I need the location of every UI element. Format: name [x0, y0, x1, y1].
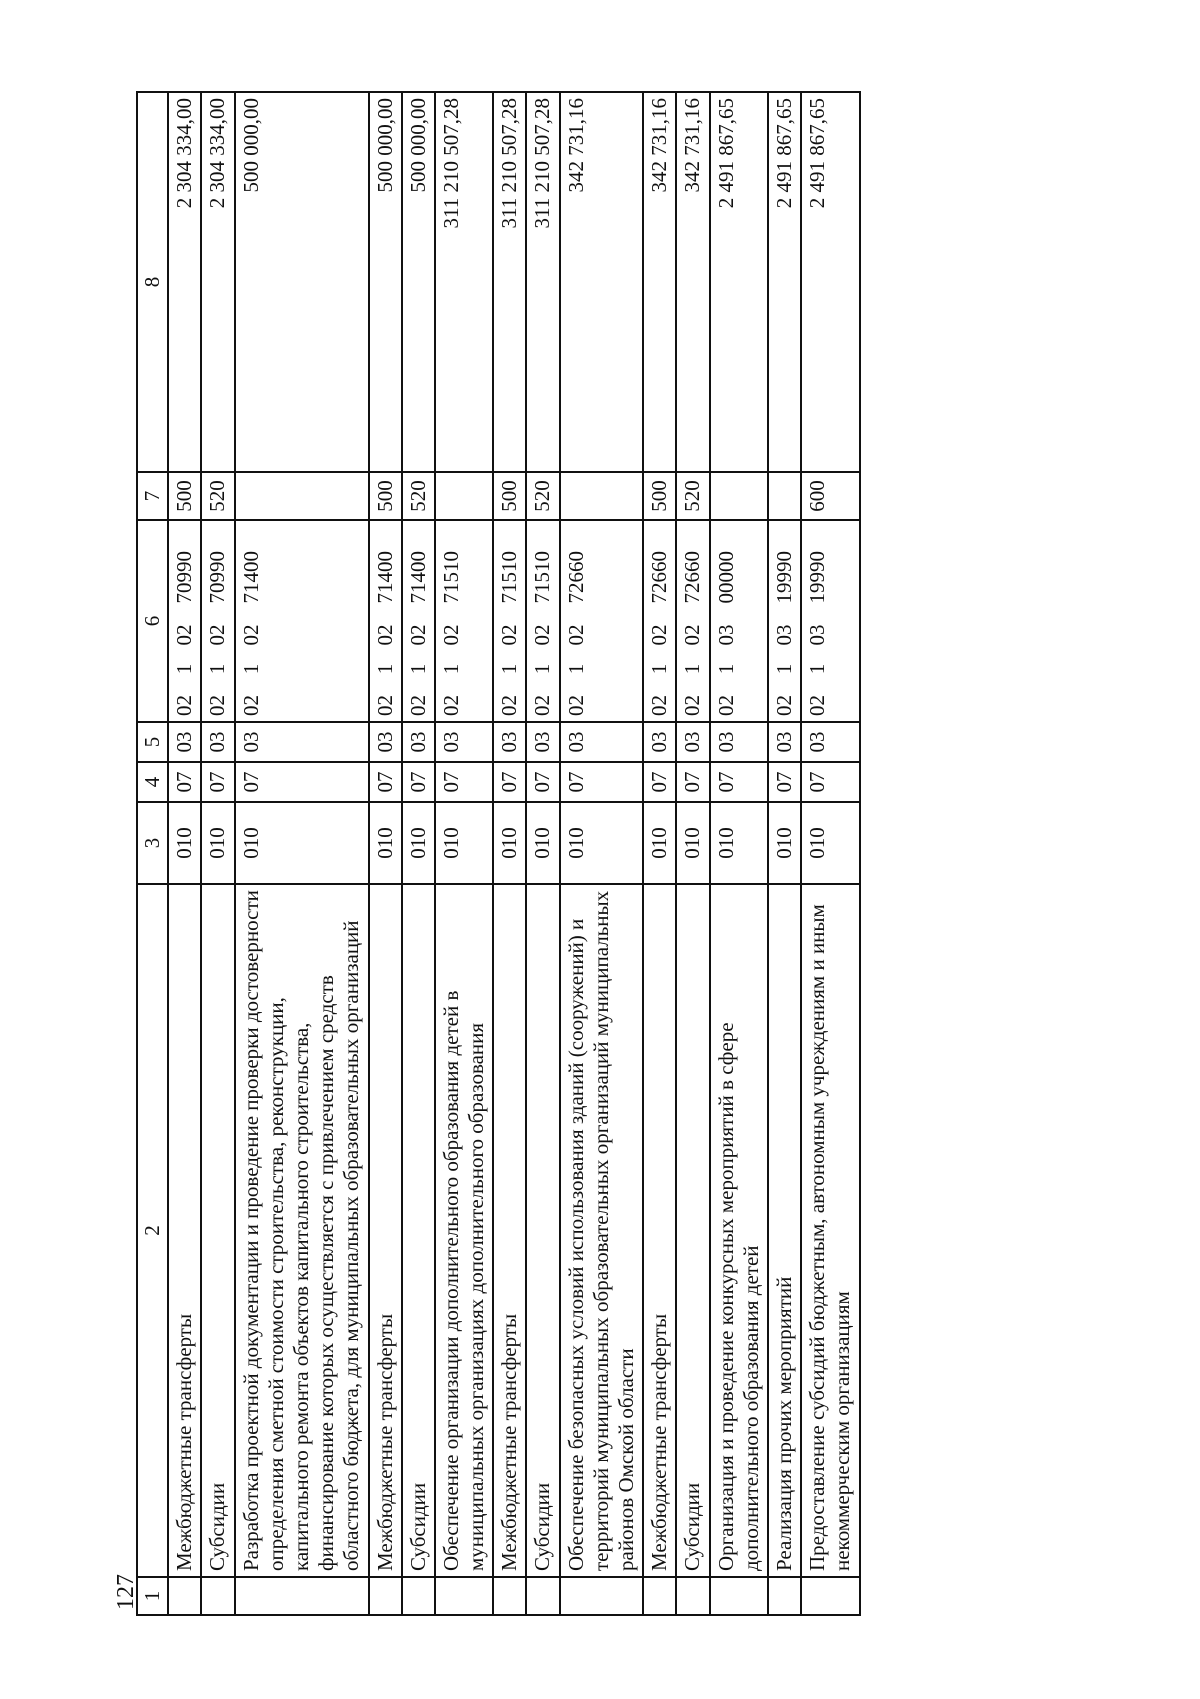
- row-name: Субсидии: [526, 884, 559, 1577]
- target-article-subprogram: 1: [771, 663, 796, 675]
- row-col1: [402, 1577, 435, 1615]
- row-name: Разработка проектной документации и проведение проверки достоверности определения сметной стоимости строительства, реконструкции, капитального ремонта объектов капитального строительства, финансирование которых осуществляется с привлечением средств областного бюджета, для муниципальных образовательных организаций: [235, 884, 369, 1577]
- row-code-5: 03: [435, 722, 493, 762]
- target-article-direction: 72660: [680, 551, 705, 604]
- row-expense-type: 500: [168, 472, 201, 520]
- row-amount: 500 000,00: [369, 92, 402, 472]
- target-article-event: 03: [805, 624, 830, 646]
- target-article-event: 02: [372, 624, 397, 646]
- table-row: [768, 92, 801, 1615]
- row-name: Межбюджетные трансферты: [493, 884, 526, 1577]
- row-code-3: 010: [369, 802, 402, 884]
- row-code-3: 010: [643, 802, 676, 884]
- row-target-article: [235, 520, 369, 722]
- target-article-program: 02: [771, 695, 796, 716]
- row-code-5: 03: [235, 722, 369, 762]
- row-col1: [168, 1577, 201, 1615]
- target-article-program: 02: [530, 695, 555, 716]
- row-code-4: 07: [168, 762, 201, 802]
- row-code-5: 03: [676, 722, 709, 762]
- row-expense-type: 520: [676, 472, 709, 520]
- row-expense-type: [560, 472, 644, 520]
- row-expense-type: 500: [369, 472, 402, 520]
- target-article-program: 02: [680, 695, 705, 716]
- row-code-5: 03: [801, 722, 859, 762]
- row-code-4: 07: [493, 762, 526, 802]
- row-code-4: 07: [201, 762, 234, 802]
- row-code-5: 03: [643, 722, 676, 762]
- row-amount: 311 210 507,28: [526, 92, 559, 472]
- row-amount: 311 210 507,28: [493, 92, 526, 472]
- table-row: [201, 92, 234, 1615]
- row-code-5: 03: [493, 722, 526, 762]
- target-article-event: 02: [680, 624, 705, 646]
- target-article-subprogram: 1: [713, 663, 738, 675]
- row-name: Предоставление субсидий бюджетным, автономным учреждениям и иным некоммерческим организациям: [801, 884, 859, 1577]
- row-target-article: [201, 520, 234, 722]
- row-code-5: 03: [526, 722, 559, 762]
- target-article-subprogram: 1: [805, 663, 830, 675]
- row-code-4: 07: [560, 762, 644, 802]
- header-col-1: 1: [137, 1577, 168, 1615]
- table-row: [710, 92, 768, 1615]
- target-article-event: 03: [713, 624, 738, 646]
- budget-table: [136, 91, 861, 1616]
- row-col1: [676, 1577, 709, 1615]
- header-col-4: 4: [137, 762, 168, 802]
- target-article-program: 02: [713, 695, 738, 716]
- row-code-4: 07: [235, 762, 369, 802]
- row-code-3: 010: [402, 802, 435, 884]
- row-name: Организация и проведение конкурсных мероприятий в сфере дополнительного образования детей: [710, 884, 768, 1577]
- row-expense-type: 500: [493, 472, 526, 520]
- row-code-3: 010: [435, 802, 493, 884]
- row-col1: [235, 1577, 369, 1615]
- row-code-3: 010: [676, 802, 709, 884]
- row-expense-type: [235, 472, 369, 520]
- row-amount: 342 731,16: [643, 92, 676, 472]
- target-article-direction: 71400: [372, 551, 397, 604]
- row-col1: [801, 1577, 859, 1615]
- table-row: [435, 92, 493, 1615]
- header-col-5: 5: [137, 722, 168, 762]
- target-article-direction: 71510: [530, 551, 555, 604]
- row-amount: 311 210 507,28: [435, 92, 493, 472]
- target-article-subprogram: 1: [205, 663, 230, 675]
- table-row: [801, 92, 859, 1615]
- table-row: [643, 92, 676, 1615]
- row-target-article: [710, 520, 768, 722]
- row-code-3: 010: [235, 802, 369, 884]
- target-article-program: 02: [405, 695, 430, 716]
- target-article-subprogram: 1: [563, 663, 588, 675]
- row-code-5: 03: [369, 722, 402, 762]
- row-target-article: [801, 520, 859, 722]
- row-expense-type: 500: [643, 472, 676, 520]
- header-col-8: 8: [137, 92, 168, 472]
- row-name: Реализация прочих мероприятий: [768, 884, 801, 1577]
- table-row: [235, 92, 369, 1615]
- row-code-3: 010: [768, 802, 801, 884]
- header-col-6: 6: [137, 520, 168, 722]
- target-article-program: 02: [172, 695, 197, 716]
- target-article-event: 02: [563, 624, 588, 646]
- target-article-event: 02: [238, 624, 263, 646]
- table-row: [526, 92, 559, 1615]
- target-article-event: 02: [172, 624, 197, 646]
- target-article-program: 02: [647, 695, 672, 716]
- row-code-5: 03: [560, 722, 644, 762]
- row-code-4: 07: [402, 762, 435, 802]
- row-code-4: 07: [526, 762, 559, 802]
- row-target-article: [435, 520, 493, 722]
- target-article-event: 02: [497, 624, 522, 646]
- row-amount: 2 491 867,65: [710, 92, 768, 472]
- row-target-article: [560, 520, 644, 722]
- table-row: [676, 92, 709, 1615]
- target-article-program: 02: [563, 695, 588, 716]
- row-code-4: 07: [676, 762, 709, 802]
- target-article-direction: 72660: [647, 551, 672, 604]
- row-code-3: 010: [560, 802, 644, 884]
- row-code-5: 03: [710, 722, 768, 762]
- page-number: 127: [113, 1574, 139, 1610]
- target-article-subprogram: 1: [438, 663, 463, 675]
- row-amount: 500 000,00: [235, 92, 369, 472]
- table-row: [402, 92, 435, 1615]
- target-article-program: 02: [238, 695, 263, 716]
- row-code-4: 07: [643, 762, 676, 802]
- target-article-subprogram: 1: [497, 663, 522, 675]
- row-expense-type: [768, 472, 801, 520]
- table-row: [493, 92, 526, 1615]
- row-code-4: 07: [369, 762, 402, 802]
- table-body: [168, 92, 859, 1615]
- target-article-subprogram: 1: [680, 663, 705, 675]
- row-expense-type: 520: [402, 472, 435, 520]
- row-expense-type: 600: [801, 472, 859, 520]
- row-col1: [493, 1577, 526, 1615]
- target-article-direction: 19990: [805, 551, 830, 604]
- row-col1: [643, 1577, 676, 1615]
- row-expense-type: [710, 472, 768, 520]
- row-col1: [435, 1577, 493, 1615]
- table-row: [168, 92, 201, 1615]
- target-article-direction: 71510: [497, 551, 522, 604]
- header-col-7: 7: [137, 472, 168, 520]
- row-target-article: [643, 520, 676, 722]
- row-amount: 2 491 867,65: [768, 92, 801, 472]
- row-amount: 2 491 867,65: [801, 92, 859, 472]
- table-row: [369, 92, 402, 1615]
- row-code-4: 07: [801, 762, 859, 802]
- row-name: Межбюджетные трансферты: [643, 884, 676, 1577]
- row-code-3: 010: [168, 802, 201, 884]
- row-code-5: 03: [201, 722, 234, 762]
- row-name: Субсидии: [402, 884, 435, 1577]
- row-expense-type: 520: [201, 472, 234, 520]
- target-article-event: 02: [647, 624, 672, 646]
- target-article-event: 02: [205, 624, 230, 646]
- header-col-2: 2: [137, 884, 168, 1577]
- row-code-5: 03: [768, 722, 801, 762]
- row-name: Обеспечение безопасных условий использования зданий (сооружений) и территорий муниципальных образовательных организаций муниципальных районов Омской области: [560, 884, 644, 1577]
- row-name: Субсидии: [676, 884, 709, 1577]
- header-row: [137, 92, 168, 1615]
- target-article-direction: 71510: [438, 551, 463, 604]
- row-col1: [526, 1577, 559, 1615]
- row-code-3: 010: [710, 802, 768, 884]
- row-expense-type: 520: [526, 472, 559, 520]
- row-expense-type: [435, 472, 493, 520]
- target-article-direction: 19990: [771, 551, 796, 604]
- row-target-article: [168, 520, 201, 722]
- row-target-article: [369, 520, 402, 722]
- target-article-subprogram: 1: [372, 663, 397, 675]
- row-code-4: 07: [710, 762, 768, 802]
- target-article-event: 02: [405, 624, 430, 646]
- row-target-article: [526, 520, 559, 722]
- target-article-subprogram: 1: [172, 663, 197, 675]
- row-code-4: 07: [768, 762, 801, 802]
- target-article-subprogram: 1: [647, 663, 672, 675]
- row-code-3: 010: [801, 802, 859, 884]
- row-code-3: 010: [201, 802, 234, 884]
- row-code-3: 010: [493, 802, 526, 884]
- row-col1: [710, 1577, 768, 1615]
- header-col-3: 3: [137, 802, 168, 884]
- row-amount: 342 731,16: [560, 92, 644, 472]
- target-article-program: 02: [205, 695, 230, 716]
- row-target-article: [676, 520, 709, 722]
- row-code-5: 03: [402, 722, 435, 762]
- target-article-direction: 71400: [238, 551, 263, 604]
- target-article-subprogram: 1: [530, 663, 555, 675]
- row-code-4: 07: [435, 762, 493, 802]
- row-col1: [768, 1577, 801, 1615]
- row-target-article: [402, 520, 435, 722]
- row-col1: [369, 1577, 402, 1615]
- row-name: Субсидии: [201, 884, 234, 1577]
- row-amount: 2 304 334,00: [201, 92, 234, 472]
- row-code-5: 03: [168, 722, 201, 762]
- row-target-article: [493, 520, 526, 722]
- row-name: Межбюджетные трансферты: [168, 884, 201, 1577]
- row-name: Межбюджетные трансферты: [369, 884, 402, 1577]
- row-target-article: [768, 520, 801, 722]
- target-article-event: 02: [438, 624, 463, 646]
- target-article-direction: 71400: [405, 551, 430, 604]
- target-article-program: 02: [438, 695, 463, 716]
- target-article-subprogram: 1: [405, 663, 430, 675]
- row-col1: [560, 1577, 644, 1615]
- target-article-event: 03: [771, 624, 796, 646]
- row-name: Обеспечение организации дополнительного образования детей в муниципальных организациях дополнительного образования: [435, 884, 493, 1577]
- row-amount: 2 304 334,00: [168, 92, 201, 472]
- row-amount: 500 000,00: [402, 92, 435, 472]
- target-article-subprogram: 1: [238, 663, 263, 675]
- target-article-direction: 70990: [172, 551, 197, 604]
- table-row: [560, 92, 644, 1615]
- target-article-direction: 70990: [205, 551, 230, 604]
- target-article-event: 02: [530, 624, 555, 646]
- target-article-program: 02: [805, 695, 830, 716]
- row-amount: 342 731,16: [676, 92, 709, 472]
- row-code-3: 010: [526, 802, 559, 884]
- target-article-direction: 72660: [563, 551, 588, 604]
- target-article-direction: 00000: [713, 551, 738, 604]
- target-article-program: 02: [372, 695, 397, 716]
- row-col1: [201, 1577, 234, 1615]
- target-article-program: 02: [497, 695, 522, 716]
